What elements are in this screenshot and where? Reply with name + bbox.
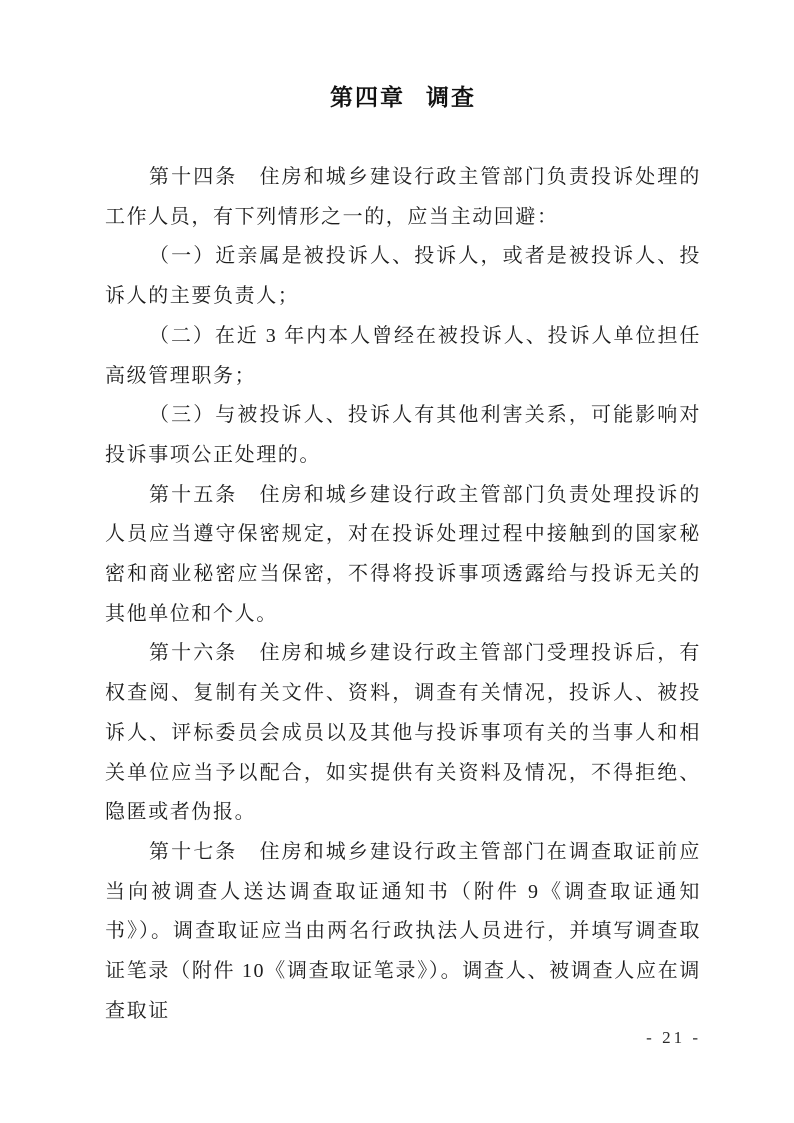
document-body	[105, 158, 701, 1031]
body-paragraph: （二）在近 3 年内本人曾经在被投诉人、投诉人单位担任高级管理职务；	[105, 324, 701, 387]
chapter-number: 第四章	[330, 84, 405, 110]
body-paragraph: （一）近亲属是被投诉人、投诉人，或者是被投诉人、投诉人的主要负责人；	[105, 245, 701, 308]
page-footer	[646, 1028, 701, 1048]
page-number: - 21 -	[646, 1028, 701, 1047]
chapter-heading	[105, 82, 701, 112]
body-paragraph: 第十六条 住房和城乡建设行政主管部门受理投诉后，有权查阅、复制有关文件、资料，调查有关情况，投诉人、被投诉人、评标委员会成员以及其他与投诉事项有关的当事人和相关单位应当予以配合，如实提供有关资料及情况，不得拒绝、隐匿或者伪报。	[105, 642, 701, 824]
body-paragraph: 第十七条 住房和城乡建设行政主管部门在调查取证前应当向被调查人送达调查取证通知书（附件 9《调查取证通知书》）。调查取证应当由两名行政执法人员进行，并填写调查取证笔录（附件 10《调查取证笔录》）。调查人、被调查人应在调查取证	[105, 840, 701, 1022]
chapter-title: 调查	[426, 84, 476, 110]
body-paragraph: （三）与被投诉人、投诉人有其他利害关系，可能影响对投诉事项公正处理的。	[105, 404, 701, 466]
body-paragraph: 第十四条 住房和城乡建设行政主管部门负责投诉处理的工作人员，有下列情形之一的，应当主动回避：	[105, 166, 701, 228]
body-paragraph: 第十五条 住房和城乡建设行政主管部门负责处理投诉的人员应当遵守保密规定，对在投诉处理过程中接触到的国家秘密和商业秘密应当保密，不得将投诉事项透露给与投诉无关的其他单位和个人。	[105, 483, 701, 625]
